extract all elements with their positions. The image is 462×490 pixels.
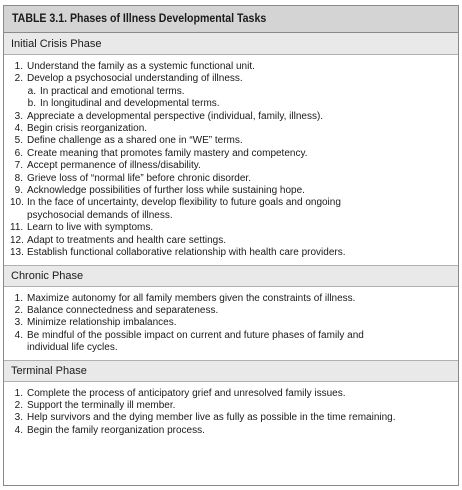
item-text: Help survivors and the dying member live as fully as possible in the time remaining. <box>27 412 396 424</box>
table-sections <box>4 33 458 442</box>
item-number: b. <box>27 98 36 110</box>
item-text: Adapt to treatments and health care settings. <box>27 234 227 246</box>
item-number: 1. <box>14 292 23 304</box>
item-number: a. <box>27 85 36 97</box>
list-item <box>10 160 452 172</box>
list-item <box>10 293 452 305</box>
item-text: Begin the family reorganization process. <box>27 424 205 436</box>
item-text: Minimize relationship imbalances. <box>27 317 177 329</box>
item-number: 2. <box>14 399 23 411</box>
item-text: Acknowledge possibilities of further loss while sustaining hope. <box>27 185 305 197</box>
item-text: Develop a psychosocial understanding of illness. <box>27 73 243 85</box>
item-number: 6. <box>14 147 23 159</box>
list-item <box>10 148 452 160</box>
item-text: In the face of uncertainty, develop flexibility to future goals and ongoing <box>27 197 341 209</box>
item-number: 9. <box>14 185 23 197</box>
sub-list-item <box>10 86 452 98</box>
section-heading: Chronic Phase <box>4 265 458 287</box>
item-text: Establish functional collaborative relationship with health care providers. <box>27 247 346 259</box>
list-item <box>10 135 452 147</box>
list-item <box>10 247 452 259</box>
item-number: 12. <box>10 234 24 246</box>
table-title-bar <box>4 6 458 33</box>
list-item <box>10 197 452 209</box>
item-text: In longitudinal and developmental terms. <box>40 98 220 110</box>
list-item <box>10 317 452 329</box>
item-text: Complete the process of anticipatory grief and unresolved family issues. <box>27 387 346 399</box>
section-heading: Initial Crisis Phase <box>4 33 458 55</box>
item-text: Begin crisis reorganization. <box>27 123 148 135</box>
list-item <box>10 412 452 424</box>
list-item <box>10 388 452 400</box>
item-text: Accept permanence of illness/disability. <box>27 160 201 172</box>
item-text: In practical and emotional terms. <box>40 85 185 97</box>
item-number: 8. <box>14 172 23 184</box>
item-number: 1. <box>14 387 23 399</box>
item-text: Support the terminally ill member. <box>27 399 176 411</box>
list-item <box>10 111 452 123</box>
table-title: TABLE 3.1. Phases of Illness Developmental Tasks <box>12 13 267 25</box>
item-number: 5. <box>14 135 23 147</box>
item-text: Define challenge as a shared one in “WE” terms. <box>27 135 243 147</box>
list-item <box>10 330 452 342</box>
list-item <box>10 305 452 317</box>
phases-table <box>3 5 459 486</box>
list-item <box>10 173 452 185</box>
item-text: Create meaning that promotes family mastery and competency. <box>27 147 308 159</box>
item-text: Appreciate a developmental perspective (individual, family, illness). <box>27 110 324 122</box>
item-number: 4. <box>14 424 23 436</box>
list-item <box>10 73 452 85</box>
list-item <box>10 123 452 135</box>
item-number: 3. <box>14 412 23 424</box>
list-item <box>10 400 452 412</box>
item-number: 7. <box>14 160 23 172</box>
item-number: 3. <box>14 110 23 122</box>
item-continuation: psychosocial demands of illness. <box>27 209 173 221</box>
list-item <box>10 235 452 247</box>
section-heading: Terminal Phase <box>4 360 458 382</box>
list-item <box>10 425 452 437</box>
section-body <box>4 287 458 360</box>
item-number: 3. <box>14 317 23 329</box>
item-text: Be mindful of the possible impact on current and future phases of family and <box>27 329 364 341</box>
item-number: 2. <box>14 304 23 316</box>
item-text: Balance connectedness and separateness. <box>27 304 219 316</box>
item-number: 10. <box>10 197 24 209</box>
section-body <box>4 382 458 443</box>
list-item <box>10 185 452 197</box>
item-number: 4. <box>14 123 23 135</box>
item-text: Learn to live with symptoms. <box>27 222 154 234</box>
sub-list-item <box>10 98 452 110</box>
item-text: Understand the family as a systemic functional unit. <box>27 61 255 72</box>
item-number: 4. <box>14 329 23 341</box>
item-text: Maximize autonomy for all family members given the constraints of illness. <box>27 292 356 304</box>
item-number: 11. <box>10 222 24 234</box>
item-continuation: individual life cycles. <box>27 342 118 354</box>
list-item <box>10 222 452 234</box>
section-body <box>4 55 458 265</box>
item-number: 2. <box>14 73 23 85</box>
item-number: 1. <box>14 61 23 72</box>
list-item <box>10 61 452 73</box>
item-number: 13. <box>10 247 24 259</box>
item-text: Grieve loss of “normal life” before chronic disorder. <box>27 172 251 184</box>
